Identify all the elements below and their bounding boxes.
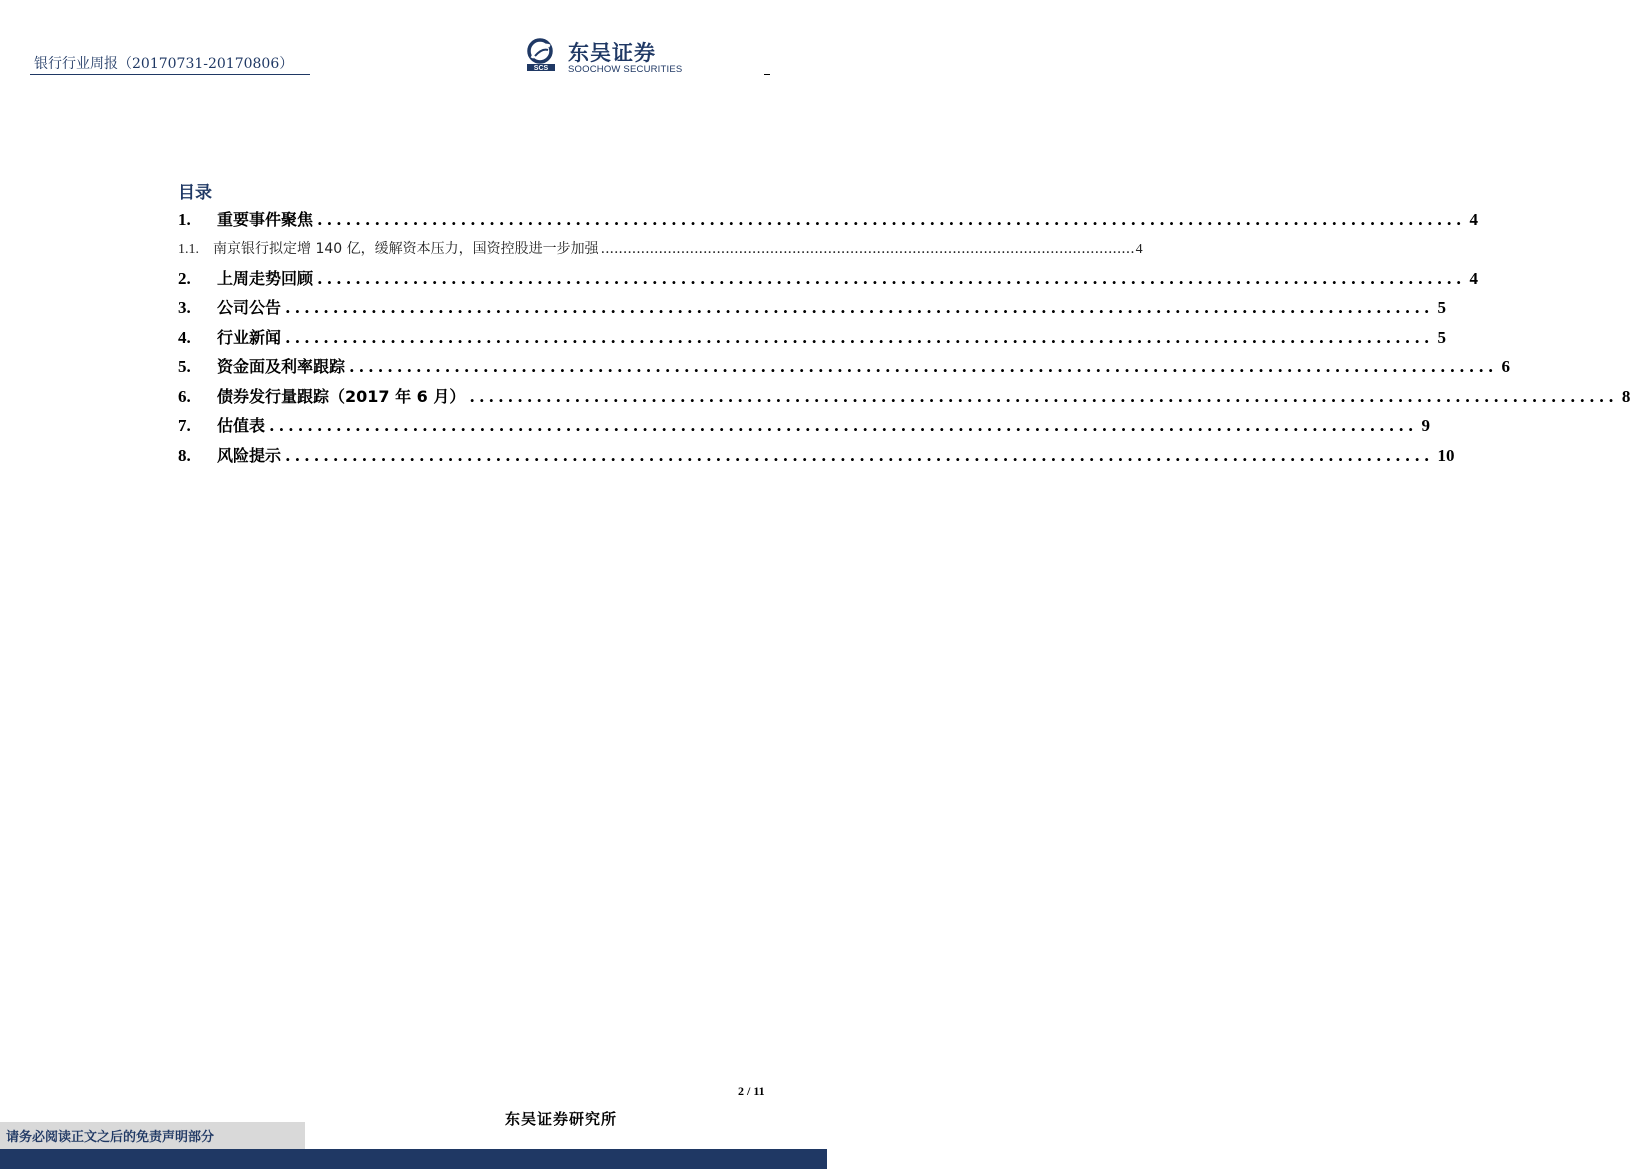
logo-name-cn: 东吴证券 — [568, 41, 656, 65]
toc-dot-leader: ........................................................................................................................ — [285, 445, 1434, 465]
toc-entry-number: 7. — [178, 416, 191, 435]
toc-entry-number: 8. — [178, 445, 191, 465]
toc-entry-title: 南京银行拟定增 140 亿，缓解资本压力，国资控股进一步加强 — [213, 240, 599, 257]
footer-company: 东吴证券研究所 — [505, 1110, 618, 1128]
toc-entry-number: 4. — [178, 327, 191, 347]
logo-mark-text: SCS — [533, 65, 549, 72]
toc-entry-page: 4 — [1469, 210, 1478, 229]
toc-entry-title: 债券发行量跟踪（2017 年 6 月） — [217, 386, 466, 406]
toc-entry[interactable] — [178, 441, 1455, 471]
toc-entry-page: 8 — [1621, 386, 1630, 406]
report-title: 银行行业周报（20170731-20170806） — [34, 56, 294, 72]
toc-entry-title: 上周走势回顾 — [217, 268, 314, 288]
toc-entry-number: 3. — [178, 298, 191, 317]
toc-dot-leader: ........................................................................................................................ — [269, 416, 1418, 435]
toc-entry[interactable] — [178, 205, 1478, 235]
toc-dot-leader: ........................................................................................................................ — [285, 298, 1434, 317]
header-divider — [30, 74, 310, 75]
toc-entry-title: 行业新闻 — [217, 327, 282, 347]
toc-entry-title: 资金面及利率跟踪 — [217, 357, 346, 376]
toc-dot-leader: ........................................................................................................................ — [317, 210, 1466, 229]
toc-subentry[interactable] — [178, 235, 1143, 264]
toc-entry-title: 重要事件聚焦 — [217, 210, 314, 229]
toc-entry[interactable] — [178, 323, 1446, 353]
toc-entry-title: 估值表 — [217, 416, 266, 435]
toc-entry-title: 风险提示 — [217, 445, 282, 465]
toc-entry-page: 5 — [1437, 327, 1446, 347]
toc-entry-number: 1.1. — [178, 241, 199, 257]
toc-heading: 目录 — [178, 183, 212, 203]
toc-entry[interactable] — [178, 411, 1430, 441]
toc-entry-number: 5. — [178, 357, 191, 376]
corner-mark — [764, 74, 770, 75]
disclaimer-banner — [0, 1122, 305, 1149]
toc-entry-page: 9 — [1421, 416, 1430, 435]
logo-name-en: SOOCHOW SECURITIES — [568, 64, 683, 75]
toc-entry-page: 5 — [1437, 298, 1446, 317]
table-of-contents — [178, 205, 1630, 470]
toc-entry[interactable] — [178, 264, 1478, 294]
toc-dot-leader: ........................................................................................................................ — [317, 268, 1466, 288]
toc-entry-page: 4 — [1469, 268, 1478, 288]
company-logo — [526, 38, 696, 76]
toc-entry-number: 2. — [178, 268, 191, 288]
toc-entry[interactable] — [178, 352, 1510, 382]
disclaimer-text: 请务必阅读正文之后的免责声明部分 — [6, 1130, 215, 1145]
toc-dot-leader: ........................................................................................................................ — [600, 240, 1135, 257]
toc-entry-number: 1. — [178, 210, 191, 229]
page-number: 2 / 11 — [738, 1084, 765, 1098]
toc-entry[interactable] — [178, 293, 1446, 323]
toc-entry-number: 6. — [178, 386, 191, 406]
toc-entry-page: 4 — [1135, 241, 1143, 257]
toc-dot-leader: ........................................................................................................................ — [285, 327, 1434, 347]
soochow-logo-icon — [526, 38, 560, 72]
toc-entry[interactable] — [178, 382, 1630, 412]
toc-entry-page: 6 — [1501, 357, 1510, 376]
toc-entry-page: 10 — [1437, 445, 1455, 465]
footer-bar — [0, 1149, 827, 1169]
toc-dot-leader: ........................................................................................................................ — [469, 386, 1618, 406]
toc-dot-leader: ........................................................................................................................ — [349, 357, 1498, 376]
toc-entry-title: 公司公告 — [217, 298, 282, 317]
